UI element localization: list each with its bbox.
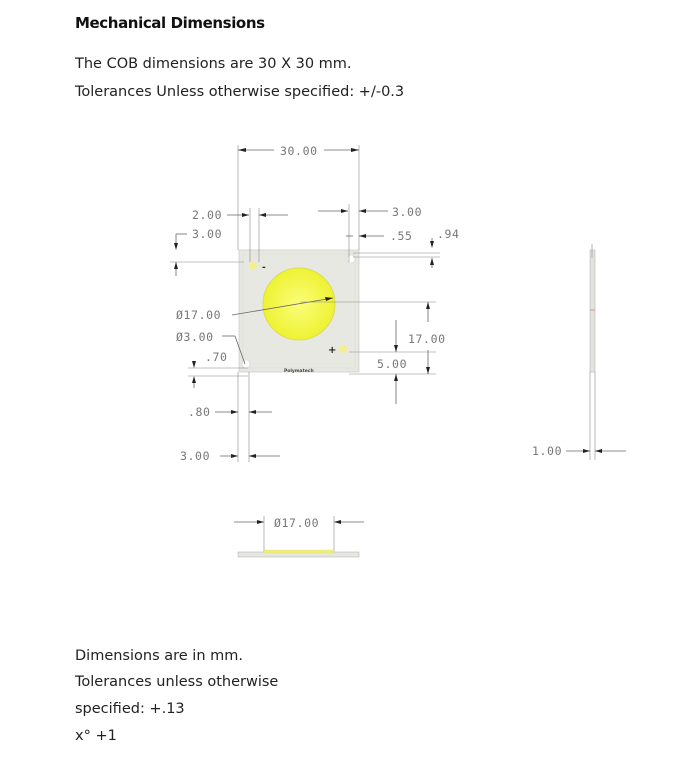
plus-mark: + [328, 345, 337, 356]
dim-bottom-diameter: Ø17.00 [274, 516, 320, 530]
page-title: Mechanical Dimensions [75, 14, 265, 32]
dim-right-094: .94 [437, 227, 460, 241]
note-tolerance-2: specified: +.13 [75, 701, 185, 717]
dim-hole-diameter: Ø3.00 [176, 330, 214, 344]
dim-070: .70 [205, 350, 228, 364]
minus-mark: - [262, 263, 266, 273]
note-angle-tolerance: x° +1 [75, 728, 117, 744]
dim-right-1700: 17.00 [408, 332, 446, 346]
intro-dimensions-text: The COB dimensions are 30 X 30 mm. [75, 56, 352, 72]
dim-080: .80 [188, 405, 211, 419]
mounting-hole-top-right [347, 255, 355, 263]
note-tolerance-1: Tolerances unless otherwise [75, 674, 279, 690]
dim-500: 5.00 [377, 357, 408, 371]
dim-right-055: .55 [390, 229, 413, 243]
mounting-hole-bottom-left [242, 360, 250, 368]
dim-led-diameter: Ø17.00 [176, 308, 222, 322]
brand-label: Polymatech [284, 369, 314, 374]
dim-left-2: 2.00 [192, 208, 223, 222]
positive-pad [339, 345, 347, 353]
dim-side-thickness: 1.00 [532, 444, 563, 458]
dim-width: 30.00 [280, 144, 318, 158]
negative-pad [249, 262, 257, 270]
dim-bottom-300: 3.00 [180, 449, 211, 463]
side-profile [590, 250, 595, 372]
note-units: Dimensions are in mm. [75, 648, 243, 664]
dim-left-3: 3.00 [192, 227, 223, 241]
dim-right-3: 3.00 [392, 205, 423, 219]
intro-tolerance-text: Tolerances Unless otherwise specified: +/-0.3 [75, 84, 405, 100]
